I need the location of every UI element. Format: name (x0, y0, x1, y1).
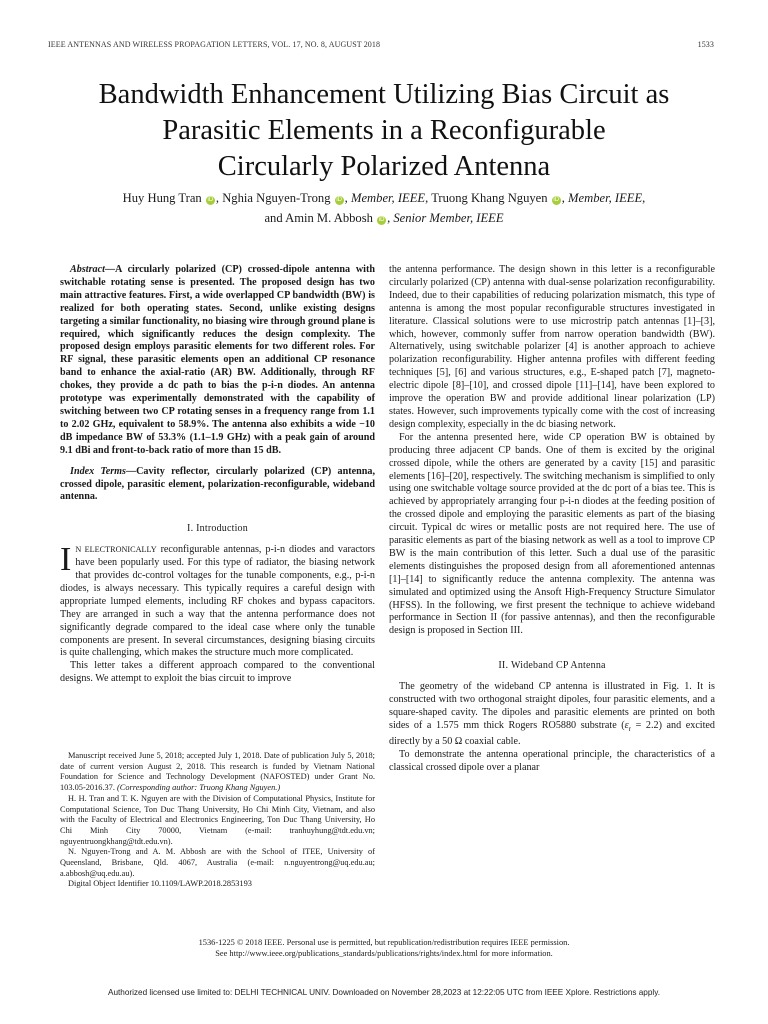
drop-cap: I (60, 541, 72, 579)
title-line: Bandwidth Enhancement Utilizing Bias Circuit as (98, 79, 670, 110)
title-line: Circularly Polarized Antenna (217, 151, 551, 182)
copyright-notice: 1536-1225 © 2018 IEEE. Personal use is permitted, but republication/redistribution requires IEEE permission. See http://www.ieee.org/publications_standards/publications/rights/index.html for more information. (40, 937, 728, 959)
page-number: 1533 (697, 40, 714, 49)
footnote: H. H. Tran and T. K. Nguyen are with the Division of Computational Physics, Institute for Computational Science, Ton Duc Thang University, Ho Chi Minh City, Vietnam, and also with the Faculty of Electrical and Electronics Engineering, Ton Duc Thang University, Ho Chi Minh City 70000, Vietnam (e-mail: tranhuyhung@tdt.edu.vn; nguyentruongkhang@tdt.edu.vn). (60, 793, 375, 846)
doi: Digital Object Identifier 10.1109/LAWP.2018.2853193 (68, 879, 252, 889)
author-name: Truong Khang Nguyen (431, 191, 548, 205)
license-notice: Authorized licensed use limited to: DELHI TECHNICAL UNIV. Downloaded on November 28,2023 at 12:22:05 UTC from IEEE Xplore. Restrictions apply. (107, 988, 660, 997)
footnote: N. Nguyen-Trong and A. M. Abbosh are with the School of ITEE, University of Queensland, Brisbane, Qld. 4067, Australia (e-mail: n.nguyentrong@uq.edu.au; a.abbosh@uq.edu.au). (60, 847, 375, 878)
abstract-label: Abstract (70, 264, 105, 275)
intro-paragraph: I N ELECTRONICALLY reconfigurable antennas, p-i-n diodes and varactors have been popularly used. For this type of radiator, the biasing network that provides dc-control voltages for the tunable components, e.g., p-i-n diodes, is always necessary. This typically requires a careful design with appropriate lumped elements, including RF chokes and bypass capacitors. They are arranged in such a way that the antenna performance does not significantly degrade compared to the ideal case where only the tunable components are present. In several circumstances, designing biasing circuits is quite challenging, which makes the structure much more complicated. (60, 541, 375, 659)
section-heading: II. Wideband CP Antenna (498, 660, 606, 672)
title-line: Parasitic Elements in a Reconfigurable (162, 115, 606, 146)
body-paragraph: For the antenna presented here, wide CP operation BW is obtained by producing three adjacent CP bands. One of them is excited by the original crossed dipole, while the others are generated by a cavity [15] and parasitic elements [16]–[20], respectively. The switching mechanism is simplified to only using one switchable voltage source provided at the dc port of a bias tee. This is achieved by appropriately arranging four p-i-n diodes at the feeding position of the crossed dipole and employing the parasitic elements as part of the biasing circuit. Typical dc wires or metallic posts are not required here. The use of parasitic elements as part of the biasing network as well as a tool to improve CP BW is the main contribution of this letter. Such a dual use of the parasitic elements distinguishes the proposed design from all aforementioned antennas [1]–[14] to significantly reduce the antenna complexity. The antenna was simulated and optimized using the Ansoft High-Frequency Structure Simulator (HFSS). In the following, we first present the technique to achieve wideband performance in Section II (for passive antennas), and then the reconfigurable design is proposed in Section III. (389, 431, 715, 637)
orcid-icon[interactable]: iD (378, 217, 385, 223)
body-paragraph: This letter takes a different approach compared to the conventional designs. We attempt to exploit the bias circuit to improve (60, 660, 375, 685)
author-role: Senior Member, IEEE (393, 211, 504, 225)
paper-title (40, 77, 728, 185)
footnotes (60, 751, 375, 890)
author-role: Member, IEEE (568, 191, 643, 205)
author-name: Nghia Nguyen-Trong (222, 191, 331, 205)
index-terms-label: Index Terms (70, 465, 126, 477)
index-terms: Index Terms—Cavity reflector, circularly polarized (CP) antenna, crossed dipole, parasitic element, polarization-reconfigurable, wideband antenna. (60, 465, 375, 503)
right-column (389, 264, 715, 775)
abstract: Abstract—A circularly polarized (CP) crossed-dipole antenna with switchable rotating sense is presented. The proposed design has two main attractive features. First, a wide overlapped CP bandwidth (BW) is realized for both operating states. Second, unlike existing designs targeting a similar functionality, no biasing wire through ground plane is required, which significantly reduces the design complexity. The proposed design employs parasitic elements for two different roles. For RF signal, these parasitic elements open an additional CP resonance band to enhance the axial-ratio (AR) BW. Additionally, through RF chokes, they provide a dc path to bias the p-i-n diodes. An antenna prototype was experimentally demonstrated with the capability of switching between two CP rotating senses in a frequency range from 1.1 to 2.02 GHz, equivalent to 58.9%. The antenna also exhibits a wide −10 dB impedance BW of 53.3% (1.1–1.9 GHz) with a peak gain of around 9.1 dBi and front-to-back ratio of more than 15 dB. (60, 264, 375, 456)
left-column (60, 264, 375, 686)
footnote: Manuscript received June 5, 2018; accepted July 1, 2018. Date of publication July 5, 2018; date of current version August 2, 2018. This research is funded by Vietnam National Foundation for Science and Technology Development (NAFOSTED) under Grant No. 103.05-2016.37. (Corresponding author: Truong Khang Nguyen.) (60, 751, 375, 793)
journal-name: IEEE ANTENNAS AND WIRELESS PROPAGATION LETTERS, VOL. 17, NO. 8, AUGUST 2018 (48, 40, 381, 49)
author-name: Amin M. Abbosh (285, 211, 373, 225)
orcid-icon[interactable]: iD (553, 197, 560, 203)
section-heading: I. Introduction (187, 523, 248, 535)
orcid-icon[interactable]: iD (207, 197, 214, 203)
rights-link[interactable]: See http://www.ieee.org/publications_standards/publications/rights/index.html for more information. (215, 949, 553, 958)
author-role: Member, IEEE (350, 191, 426, 205)
body-paragraph: To demonstrate the antenna operational principle, the characteristics of a classical crossed dipole over a planar (389, 748, 715, 773)
body-paragraph: The geometry of the wideband CP antenna is illustrated in Fig. 1. It is constructed with two orthogonal straight dipoles, four parasitic elements, and a square-shaped cavity. The dipoles and parasitic elements are printed on both sides of a 1.575 mm thick Rogers RO5880 substrate $(\varepsilon_r = 2.2)$ and excited directly by a 50 Ω coaxial cable. (389, 681, 715, 747)
body-paragraph: the antenna performance. The design shown in this letter is a reconfigurable circularly polarized (CP) antenna with dual-sense polarization reconfigurability. Indeed, due to their capabilities of reducing polarization mismatch, this type of antenna is among the most popular reconfigurable structures investigated in literature. Classical solutions were to use microstrip patch antennas [1]–[3], which, however, commonly suffer from narrow operation bandwidth (BW). Alternatively, using switchable polarizer [4] is another approach to achieve polarization reconfigurability. Higher antenna profiles with different feeding techniques [5], [6] and various structures, e.g., E-shaped patch [7], magneto-electric dipole [8]–[10], and crossed dipole [11]–[14], have been explored to improve the operation BW and provide additional linear polarization (LP) states. However, such improvements typically come with the cost of increasing design complexity, especially in the dc biasing network. (389, 264, 715, 430)
running-header (48, 40, 714, 49)
orcid-icon[interactable]: iD (336, 197, 342, 203)
author-list: Huy Hung Tran iD , Nghia Nguyen-Trong iD , Member, IEEE, Truong Khang Nguyen iD , Member, IEEE, and Amin M. Abbosh iD , Senior Member, IEEE (122, 191, 646, 225)
author-name: Huy Hung Tran (122, 191, 202, 205)
